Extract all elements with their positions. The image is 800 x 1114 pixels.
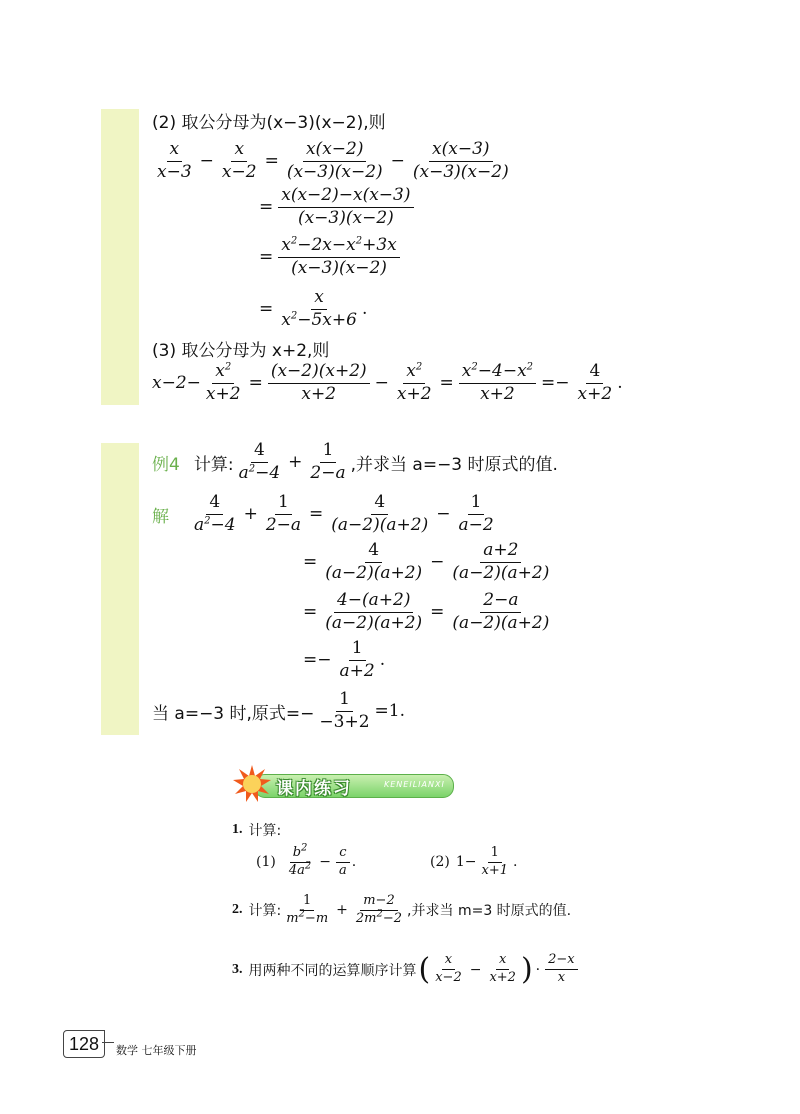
period: .: [617, 373, 623, 394]
numerator: [278, 236, 399, 258]
operator: −: [319, 854, 331, 871]
denominator: (x−3)(x−2): [286, 161, 383, 182]
term: x: [281, 309, 291, 330]
denominator: (x−3)(x−2): [291, 257, 387, 278]
fraction: [283, 894, 331, 927]
numerator: x(x−2): [303, 140, 367, 162]
exponent: 2: [471, 361, 478, 373]
denominator: −3+2: [319, 711, 370, 732]
numerator: 1: [336, 690, 353, 712]
solution-row1: [152, 493, 499, 535]
operator: −: [374, 373, 389, 394]
exercise-3: [232, 952, 580, 987]
fraction: [268, 362, 370, 404]
numerator: 1: [349, 639, 366, 661]
numerator: x(x−2)−x(x−3): [278, 186, 413, 208]
term: x: [406, 361, 416, 381]
operator: −: [430, 552, 445, 573]
term: −4−x: [477, 361, 527, 381]
final-text: 当 a=−3 时,原式=−: [152, 703, 315, 724]
fraction: [263, 493, 304, 535]
numerator: [459, 362, 536, 384]
operator: =: [248, 373, 263, 394]
part2-row3: [256, 236, 402, 278]
numerator: 4: [586, 362, 603, 384]
denominator: (a−2)(a+2): [325, 562, 423, 583]
term: 1−: [455, 854, 477, 871]
term: x: [281, 235, 291, 255]
fraction: [449, 591, 552, 633]
part3-heading: [152, 336, 329, 361]
exponent: 2: [298, 908, 305, 920]
fraction: [307, 441, 348, 483]
fraction: [328, 493, 431, 535]
operator: +: [288, 452, 303, 473]
exercise-number: 1.: [232, 822, 243, 837]
term: 2m: [355, 910, 377, 926]
numerator: (x−2)(x+2): [268, 362, 370, 384]
fraction: [284, 140, 386, 182]
operator: =−: [541, 373, 570, 394]
fraction: [337, 639, 378, 681]
denominator: 2−a: [310, 462, 346, 483]
denominator: x−3: [157, 161, 192, 182]
fraction: [432, 953, 465, 986]
fraction: [486, 953, 519, 986]
operator: =: [303, 602, 318, 623]
fraction: [336, 846, 350, 879]
period: .: [351, 854, 357, 871]
exercise-number: 2.: [232, 902, 243, 918]
denominator: x+2: [301, 383, 337, 404]
term: x: [215, 361, 225, 381]
final-tail: =1.: [374, 701, 406, 722]
operator: =: [259, 197, 274, 218]
exercise-text: 计算:: [248, 903, 282, 920]
exponent: 2: [526, 361, 534, 373]
denominator: [278, 310, 360, 331]
denominator: x: [557, 970, 566, 985]
fraction: [410, 140, 512, 182]
exponent: 2: [290, 235, 298, 247]
exercise-banner: [232, 764, 454, 802]
fraction: [478, 846, 511, 879]
exponent: 2: [355, 235, 363, 247]
numerator: a+2: [480, 541, 521, 563]
part2-row2: [256, 186, 416, 228]
numerator: 4−(a+2): [334, 591, 414, 613]
exercise-1: [232, 820, 281, 840]
solution-row3: [300, 591, 554, 633]
part2-heading-text: (2) 取公分母为(x−3)(x−2),则: [152, 113, 386, 133]
term: a: [238, 462, 249, 483]
denominator: (a−2)(a+2): [325, 612, 423, 633]
highlight-band-top: [101, 109, 139, 405]
fraction: [278, 236, 399, 278]
denominator: a: [338, 862, 347, 878]
solution-final: [152, 690, 405, 732]
fraction: [286, 842, 314, 879]
left-paren: (: [418, 952, 431, 987]
exponent: 2: [415, 361, 423, 373]
term: m: [286, 910, 299, 926]
numerator: 1: [488, 846, 502, 863]
numerator: 1: [468, 493, 485, 515]
operator: −: [436, 504, 451, 525]
fraction: [203, 362, 244, 404]
exponent: 2: [304, 860, 312, 872]
denominator: (x−3)(x−2): [297, 207, 394, 228]
exercise-number: 3.: [232, 961, 243, 977]
part-label: (2): [430, 854, 450, 871]
denominator: [353, 908, 405, 927]
denominator: x+2: [205, 383, 241, 404]
fraction: [154, 140, 195, 182]
denominator: x−2: [435, 970, 462, 985]
operator: +: [243, 504, 258, 525]
fraction: [545, 953, 578, 986]
term: x: [461, 361, 472, 381]
denominator: x+2: [489, 970, 516, 985]
exercise-2: [232, 894, 571, 927]
highlight-band-example: [101, 443, 139, 735]
term: b: [292, 845, 302, 860]
denominator: (a−2)(a+2): [452, 612, 550, 633]
exponent: 2: [224, 361, 232, 373]
numerator: 1: [275, 493, 292, 515]
exercise-1-part1: [256, 842, 357, 879]
fraction: [278, 186, 413, 228]
numerator: x: [167, 140, 183, 162]
numerator: m−2: [360, 894, 398, 911]
operator: −: [390, 151, 405, 172]
part3-row: [152, 362, 623, 404]
operator: +: [336, 902, 348, 919]
numerator: 4: [365, 541, 382, 563]
numerator: 4: [371, 493, 388, 515]
denominator: (a−2)(a+2): [331, 514, 429, 535]
banner-title: 课内练习: [276, 779, 352, 799]
fraction: [278, 288, 360, 330]
part2-row1: [152, 140, 514, 182]
footer-connector: [102, 1042, 114, 1043]
operator: =: [430, 602, 445, 623]
term: −m: [304, 910, 329, 926]
exercise-text: 计算:: [248, 823, 282, 839]
fraction: [449, 541, 552, 583]
operator: =−: [303, 650, 332, 671]
sun-icon: [232, 764, 272, 804]
term: +3x: [362, 235, 397, 255]
fraction: [394, 362, 435, 404]
numerator: c: [336, 846, 349, 863]
operator: =: [303, 552, 318, 573]
operator: =: [264, 151, 279, 172]
example4-statement: [152, 441, 558, 483]
page-number: 128: [63, 1030, 105, 1058]
numerator: 4: [206, 493, 223, 515]
denominator: [283, 908, 331, 927]
exponent: 2: [376, 908, 383, 920]
exponent: 2: [301, 842, 308, 854]
fraction: [316, 690, 372, 732]
denominator: x+2: [396, 383, 432, 404]
numerator: 1: [320, 441, 337, 463]
denominator: x+1: [481, 862, 508, 878]
operator: =: [259, 247, 274, 268]
fraction: [459, 362, 536, 404]
term: −5x+6: [297, 309, 357, 330]
footer-book-title: 数学 七年级下册: [116, 1044, 197, 1057]
fraction: [353, 894, 405, 927]
term: −4: [210, 514, 236, 535]
numerator: x: [496, 953, 509, 970]
fraction: [322, 591, 425, 633]
solution-row4: [300, 639, 385, 681]
fraction: [575, 362, 616, 404]
fraction: [219, 140, 260, 182]
denominator: x−2: [221, 161, 257, 182]
exponent: 2: [204, 514, 211, 526]
example-label: 例4: [152, 454, 180, 475]
numerator: x: [231, 140, 247, 162]
operator: −: [469, 961, 482, 978]
numerator: [403, 362, 425, 384]
term: −2x−x: [297, 235, 356, 255]
part2-row4: [256, 288, 367, 330]
banner-subtitle: KENEILIANXI: [384, 780, 445, 789]
operator: ·: [535, 961, 541, 978]
denominator: a−2: [458, 514, 494, 535]
numerator: 1: [300, 894, 314, 911]
denominator: [191, 515, 239, 536]
solution-label: 解: [152, 506, 169, 527]
numerator: 2−a: [480, 591, 521, 613]
numerator: [212, 362, 234, 384]
numerator: 4: [251, 441, 268, 463]
part3-heading-text: (3) 取公分母为 x+2,则: [152, 341, 330, 361]
term: 4a: [288, 862, 305, 878]
period: .: [512, 854, 518, 871]
period: .: [361, 299, 368, 320]
denominator: [236, 463, 284, 484]
example-text: 计算:: [193, 454, 234, 475]
denominator: a+2: [339, 660, 375, 681]
exponent: 2: [290, 309, 298, 321]
term: −4: [255, 462, 281, 483]
exercise-text: 用两种不同的运算顺序计算: [248, 962, 417, 979]
term: a: [194, 514, 205, 535]
right-paren: ): [520, 952, 533, 987]
denominator: x+2: [480, 383, 515, 404]
denominator: x+2: [577, 383, 613, 404]
denominator: [286, 860, 314, 879]
numerator: x(x−3): [429, 140, 493, 162]
exercise-text: ,并求当 m=3 时原式的值.: [407, 903, 572, 920]
denominator: (x−3)(x−2): [412, 161, 509, 182]
denominator: (a−2)(a+2): [452, 562, 550, 583]
operator: =: [309, 504, 324, 525]
exercise-1-part2: [430, 846, 517, 879]
denominator: 2−a: [265, 514, 302, 535]
operator: =: [439, 373, 454, 394]
fraction: [236, 441, 284, 483]
part2-heading: [152, 108, 386, 133]
operator: −: [199, 151, 214, 172]
period: .: [379, 650, 386, 671]
operator: =: [259, 299, 274, 320]
term: x−2−: [152, 373, 201, 394]
numerator: x: [442, 953, 455, 970]
term: −2: [382, 910, 403, 926]
exponent: 2: [248, 462, 256, 474]
example-text: ,并求当 a=−3 时原式的值.: [350, 454, 558, 475]
numerator: x: [311, 288, 327, 310]
fraction: [322, 541, 425, 583]
numerator: 2−x: [545, 953, 578, 970]
solution-row2: [300, 541, 554, 583]
part-label: (1): [256, 854, 276, 871]
fraction: [455, 493, 496, 535]
fraction: [191, 493, 239, 535]
